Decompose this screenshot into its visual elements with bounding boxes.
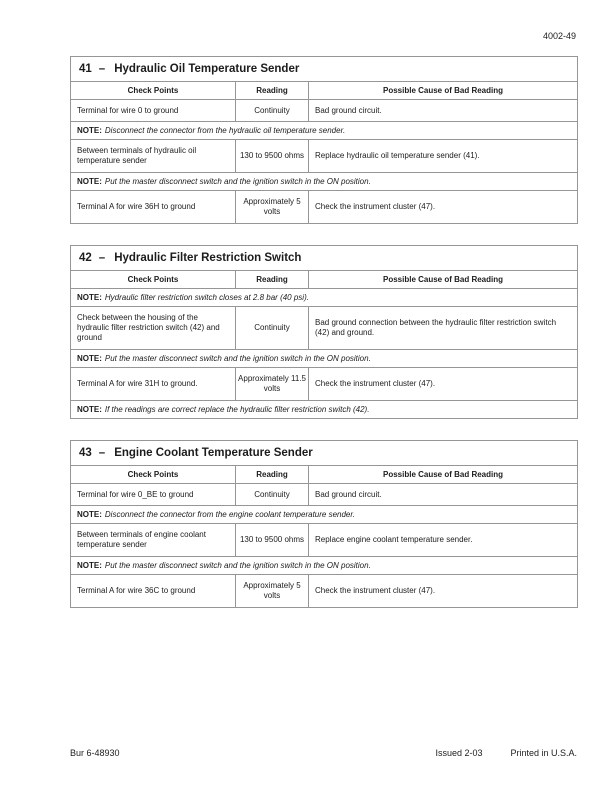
- table-row: [71, 307, 578, 350]
- footer-issued-date: Issued 2-03: [435, 748, 483, 758]
- table-row: [71, 140, 578, 173]
- table-number: 42: [79, 251, 92, 264]
- table-row: [71, 100, 578, 122]
- table-note-row: [71, 506, 578, 524]
- note-text: Put the master disconnect switch and the ignition switch in the ON position.: [104, 560, 371, 570]
- table-hydraulic-filter-restriction-switch: [70, 245, 578, 419]
- table-engine-coolant-temperature-sender: [70, 440, 578, 608]
- page-footer: [70, 748, 577, 758]
- note-text: Disconnect the connector from the engine coolant temperature sender.: [104, 509, 355, 519]
- cell-cause: Check the instrument cluster (47).: [309, 191, 578, 224]
- table-row: [71, 524, 578, 557]
- note-label: NOTE:: [77, 560, 102, 570]
- cell-cause: Check the instrument cluster (47).: [309, 368, 578, 401]
- cell-check-points: Between terminals of engine coolant temperature sender: [71, 524, 236, 557]
- cell-check-points: Terminal for wire 0_BE to ground: [71, 484, 236, 506]
- cell-reading: 130 to 9500 ohms: [236, 140, 309, 173]
- column-header-cause: Possible Cause of Bad Reading: [309, 82, 578, 100]
- table-number: 43: [79, 446, 92, 459]
- table-hydraulic-oil-temperature-sender: [70, 56, 578, 224]
- cell-reading: Approximately 11.5 volts: [236, 368, 309, 401]
- column-header-check-points: Check Points: [71, 82, 236, 100]
- column-header-check-points: Check Points: [71, 271, 236, 289]
- note-label: NOTE:: [77, 353, 102, 363]
- table-row: [71, 484, 578, 506]
- table-title: Hydraulic Filter Restriction Switch: [114, 251, 302, 264]
- cell-reading: Approximately 5 volts: [236, 191, 309, 224]
- cell-cause: Check the instrument cluster (47).: [309, 575, 578, 608]
- note-label: NOTE:: [77, 176, 102, 186]
- table-title-dash: –: [98, 446, 106, 459]
- cell-reading: 130 to 9500 ohms: [236, 524, 309, 557]
- cell-reading: Continuity: [236, 307, 309, 350]
- content-area: [70, 56, 577, 629]
- table-title-row: [71, 246, 578, 271]
- note-text: Put the master disconnect switch and the ignition switch in the ON position.: [104, 353, 371, 363]
- page-number: 4002-49: [542, 31, 576, 41]
- cell-check-points: Between terminals of hydraulic oil temperature sender: [71, 140, 236, 173]
- table-header-row: [71, 466, 578, 484]
- table-row: [71, 575, 578, 608]
- table-title-dash: –: [98, 251, 106, 264]
- table-title-row: [71, 57, 578, 82]
- cell-check-points: Terminal A for wire 36C to ground: [71, 575, 236, 608]
- note-text: Hydraulic filter restriction switch closes at 2.8 bar (40 psi).: [104, 292, 309, 302]
- table-title-dash: –: [98, 62, 106, 75]
- cell-cause: Replace hydraulic oil temperature sender (41).: [309, 140, 578, 173]
- note-text: Put the master disconnect switch and the ignition switch in the ON position.: [104, 176, 371, 186]
- table-number: 41: [79, 62, 92, 75]
- table-title-row: [71, 441, 578, 466]
- cell-cause: Bad ground circuit.: [309, 100, 578, 122]
- table-note-row: [71, 557, 578, 575]
- note-label: NOTE:: [77, 125, 102, 135]
- cell-check-points: Terminal for wire 0 to ground: [71, 100, 236, 122]
- table-row: [71, 368, 578, 401]
- column-header-reading: Reading: [236, 271, 309, 289]
- note-text: If the readings are correct replace the hydraulic filter restriction switch (42).: [104, 404, 370, 414]
- table-note-row: [71, 350, 578, 368]
- cell-reading: Continuity: [236, 484, 309, 506]
- column-header-reading: Reading: [236, 466, 309, 484]
- column-header-cause: Possible Cause of Bad Reading: [309, 466, 578, 484]
- note-label: NOTE:: [77, 404, 102, 414]
- note-label: NOTE:: [77, 292, 102, 302]
- footer-printed-in: Printed in U.S.A.: [510, 748, 577, 758]
- table-row: [71, 191, 578, 224]
- table-note-row: [71, 401, 578, 419]
- cell-check-points: Terminal A for wire 36H to ground: [71, 191, 236, 224]
- cell-check-points: Check between the housing of the hydraulic filter restriction switch (42) and ground: [71, 307, 236, 350]
- cell-cause: Bad ground circuit.: [309, 484, 578, 506]
- column-header-check-points: Check Points: [71, 466, 236, 484]
- table-title: Hydraulic Oil Temperature Sender: [114, 62, 300, 75]
- table-note-row: [71, 289, 578, 307]
- table-note-row: [71, 122, 578, 140]
- footer-right-group: [435, 748, 577, 758]
- note-text: Disconnect the connector from the hydraulic oil temperature sender.: [104, 125, 346, 135]
- table-note-row: [71, 173, 578, 191]
- footer-publication-number: Bur 6-48930: [70, 748, 120, 758]
- cell-cause: Bad ground connection between the hydraulic filter restriction switch (42) and ground.: [309, 307, 578, 350]
- table-header-row: [71, 271, 578, 289]
- cell-cause: Replace engine coolant temperature sender.: [309, 524, 578, 557]
- cell-reading: Approximately 5 volts: [236, 575, 309, 608]
- cell-check-points: Terminal A for wire 31H to ground.: [71, 368, 236, 401]
- table-header-row: [71, 82, 578, 100]
- note-label: NOTE:: [77, 509, 102, 519]
- cell-reading: Continuity: [236, 100, 309, 122]
- column-header-reading: Reading: [236, 82, 309, 100]
- table-title: Engine Coolant Temperature Sender: [114, 446, 313, 459]
- column-header-cause: Possible Cause of Bad Reading: [309, 271, 578, 289]
